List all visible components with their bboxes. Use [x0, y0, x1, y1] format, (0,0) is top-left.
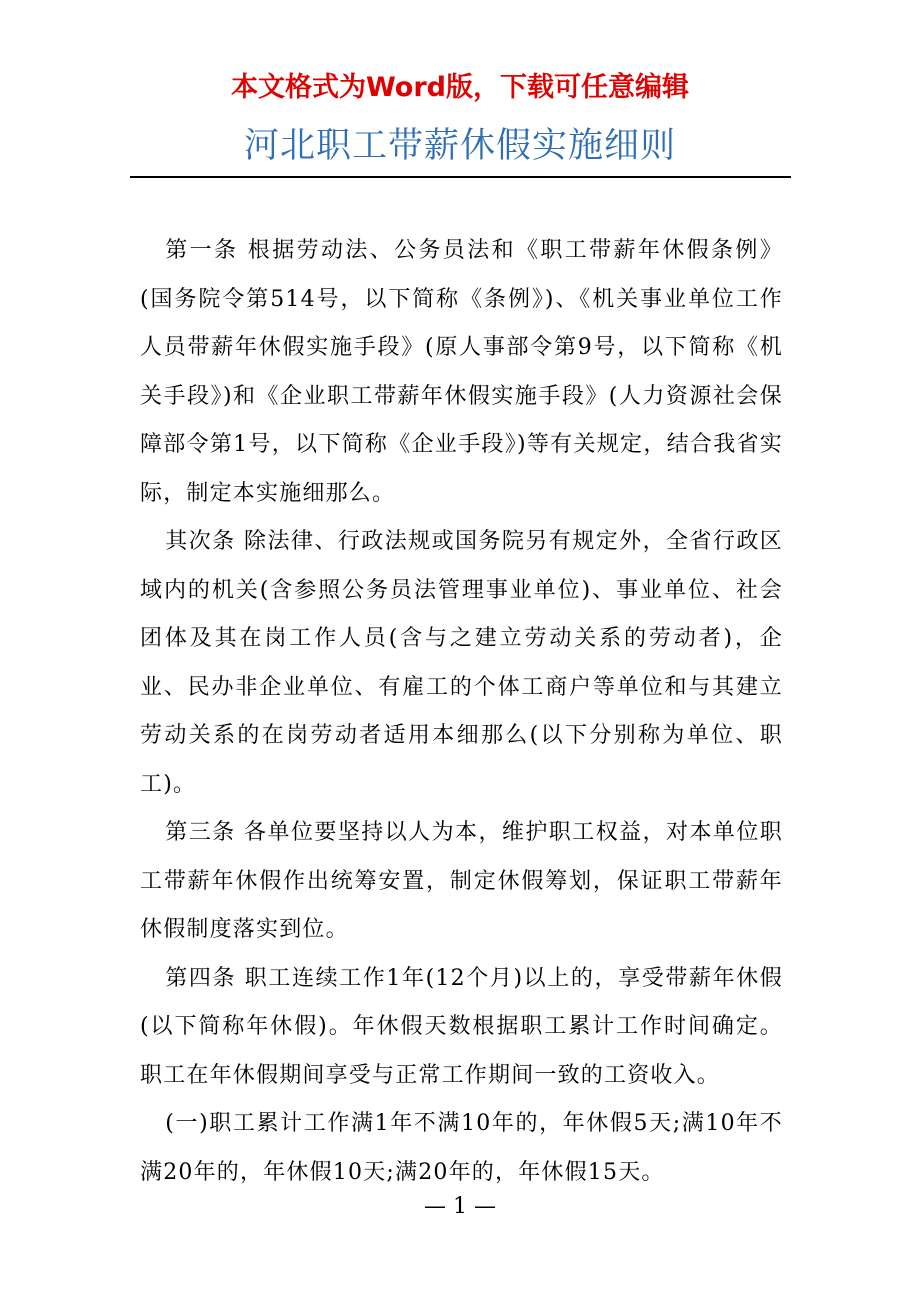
page-number: — 1 — [424, 1194, 496, 1219]
document-body [140, 227, 783, 1197]
document-title: 河北职工带薪休假实施细则 [243, 126, 676, 166]
article-1-paragraph: 第一条 根据劳动法、公务员法和《职工带薪年休假条例》(国务院令第514号，以下简称《条例》)、《机关事业单位工作人员带薪年休假实施手段》(原人事部令第9号，以下简称《机关手段》)和《企业职工带薪年休假实施手段》(人力资源社会保障部令第1号，以下简称《企业手段》)等有关规定，结合我省实际，制定本实施细那么。 [140, 238, 783, 506]
article-2-paragraph: 其次条 除法律、行政法规或国务院另有规定外，全省行政区域内的机关(含参照公务员法管理事业单位)、事业单位、社会团体及其在岗工作人员(含与之建立劳动关系的劳动者)，企业、民办非企业单位、有雇工的个体工商户等单位和与其建立劳动关系的在岗劳动者适用本细那么(以下分别称为单位、职工)。 [140, 529, 783, 797]
article-4-paragraph: 第四条 职工连续工作1年(12个月)以上的，享受带薪年休假(以下简称年休假)。年休假天数根据职工累计工作时间确定。职工在年休假期间享受与正常工作期间一致的工资收入。 [140, 965, 783, 1088]
article-3-paragraph: 第三条 各单位要坚持以人为本，维护职工权益，对本单位职工带薪年休假作出统筹安置，制定休假筹划，保证职工带薪年休假制度落实到位。 [140, 820, 783, 942]
download-notice-banner: 本文格式为Word版，下载可任意编辑 [230, 72, 689, 103]
title-divider [130, 176, 791, 178]
article-4-item-1-paragraph: (一)职工累计工作满1年不满10年的，年休假5天;满10年不满20年的，年休假10天;满20年的，年休假15天。 [140, 1111, 783, 1185]
